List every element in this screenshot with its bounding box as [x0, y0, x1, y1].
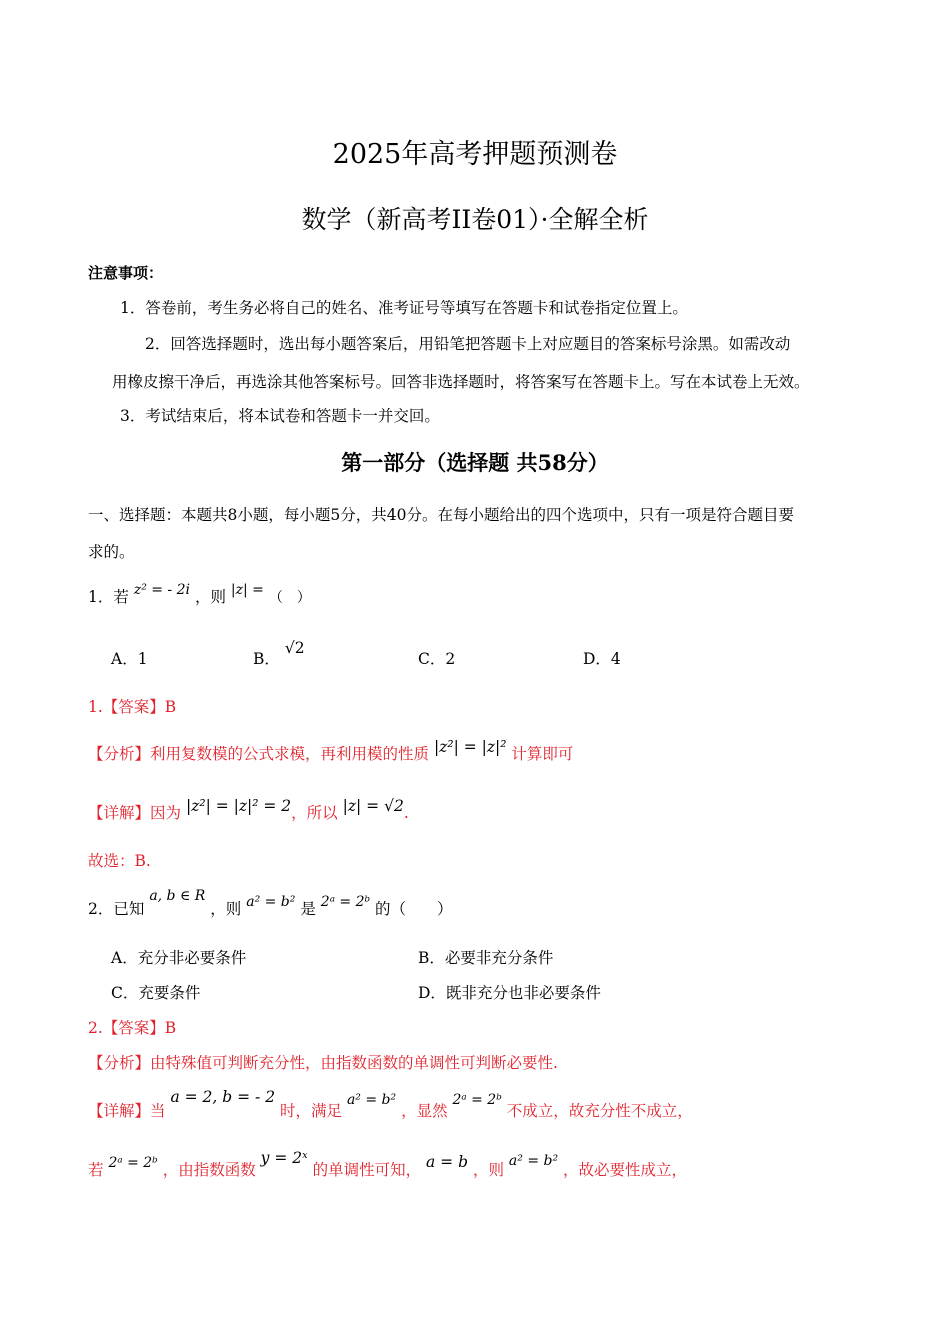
q1-mid: ，则 [194, 588, 226, 606]
q2-d1-text-b: 时，满足 [280, 1102, 343, 1120]
q2-option-c: C．充要条件 [111, 984, 201, 1002]
q2-d2-text-b: ，由指数函数 [162, 1161, 256, 1179]
q1-detail-label: 【详解】 [88, 804, 151, 822]
q1-answer: 1.【答案】B [88, 698, 177, 716]
q1-option-b-value: √2 [284, 639, 305, 657]
section-instruction-b: 求的。 [88, 543, 135, 561]
q1-paren: （ ） [268, 590, 311, 606]
q2-d2-text-d: ，则 [472, 1161, 504, 1179]
note-item-1: 1．答卷前，考生务必将自己的姓名、准考证号等填写在答题卡和试卷指定位置上。 [120, 299, 688, 317]
notes-heading: 注意事项： [88, 264, 164, 282]
q2-answer: 2.【答案】B [88, 1019, 177, 1037]
q2-d1-text-c: ，显然 [401, 1102, 448, 1120]
q1-analysis-expr: |z²| = |z|² [433, 738, 507, 756]
q2-d1-expr-2: a² = b² [346, 1092, 397, 1108]
q1-detail-text-2: ，所以 [291, 804, 338, 822]
q1-detail-text-1: 因为 [150, 804, 182, 822]
q2-d2-expr-4: a² = b² [508, 1153, 559, 1169]
q1-option-b-label: B． [253, 650, 280, 668]
q2-number: 2．已知 [88, 900, 145, 918]
q1-expr-1: z² = - 2i [133, 582, 190, 598]
q2-d2-expr-3: a = b [426, 1153, 469, 1171]
q1-option-d: D．4 [583, 650, 621, 668]
q1-choice: 故选：B. [88, 852, 151, 870]
q2-stem [88, 888, 453, 919]
page-subtitle: 数学（新高考II卷01）·全解全析 [301, 205, 649, 234]
note-item-2b: 用橡皮擦干净后，再选涂其他答案标号。回答非选择题时，将答案写在答题卡上。写在本试卷上无效。 [112, 373, 810, 391]
q1-stem [88, 582, 311, 607]
q2-detail-line-2 [88, 1149, 688, 1180]
q1-analysis-text: 利用复数模的公式求模，再利用模的性质 [150, 745, 430, 763]
q2-detail-label: 【详解】 [88, 1102, 151, 1120]
q2-d1-text-d: 不成立，故充分性不成立， [506, 1102, 693, 1120]
q1-number: 1．若 [88, 588, 129, 606]
q2-d1-text-a: 当 [150, 1102, 166, 1120]
q2-analysis-label: 【分析】 [88, 1054, 151, 1072]
part-heading: 第一部分（选择题 共58分） [341, 450, 609, 475]
q2-d1-expr-3: 2ᵃ = 2ᵇ [452, 1092, 502, 1108]
q2-mid-1: ，则 [210, 900, 242, 918]
q2-d1-expr-1: a = 2, b = - 2 [170, 1088, 276, 1106]
q1-option-c: C．2 [418, 650, 456, 668]
note-item-3: 3．考试结束后，将本试卷和答题卡一并交回。 [120, 407, 440, 425]
q2-option-d: D．既非充分也非必要条件 [418, 984, 601, 1002]
q1-detail-expr-1: |z²| = |z|² = 2 [185, 797, 292, 815]
q2-detail-line-1 [88, 1088, 693, 1121]
q2-mid-2: 是 [300, 900, 316, 918]
q1-analysis-tail: 计算即可 [511, 745, 574, 763]
q2-expr-2: 2ᵃ = 2ᵇ [320, 894, 371, 910]
q2-expr-1: a² = b² [246, 894, 296, 910]
q2-tail: 的（ ） [375, 900, 453, 918]
q2-d2-text-c: 的单调性可知， [312, 1161, 422, 1179]
note-item-2a: 2．回答选择题时，选出每小题答案后，用铅笔把答题卡上对应题目的答案标号涂黑。如需改动 [145, 335, 791, 353]
q2-expr-ab: a, b ∈ R [149, 888, 206, 904]
q2-analysis [88, 1051, 558, 1073]
q2-d2-text-a: 若 [88, 1161, 104, 1179]
q1-option-b [253, 639, 305, 669]
page-title: 2025年高考押题预测卷 [332, 139, 618, 170]
q1-detail [88, 797, 409, 823]
q1-detail-end: . [403, 804, 409, 822]
q1-option-a: A．1 [111, 650, 148, 668]
q2-option-a: A．充分非必要条件 [111, 949, 247, 967]
q1-detail-expr-2: |z| = √2 [342, 797, 404, 815]
q2-d2-expr-2: y = 2ˣ [260, 1149, 308, 1167]
q1-expr-2: |z| = [230, 582, 264, 598]
q2-d2-expr-1: 2ᵃ = 2ᵇ [108, 1155, 158, 1171]
q2-analysis-text: 由特殊值可判断充分性，由指数函数的单调性可判断必要性. [150, 1054, 558, 1072]
q2-d2-text-e: ，故必要性成立， [563, 1161, 688, 1179]
section-instruction-a: 一、选择题：本题共8小题，每小题5分，共40分。在每小题给出的四个选项中，只有一项是符合题目要 [88, 506, 794, 524]
q1-analysis [88, 738, 574, 764]
q2-option-b: B．必要非充分条件 [418, 949, 554, 967]
q1-analysis-label: 【分析】 [88, 745, 151, 763]
